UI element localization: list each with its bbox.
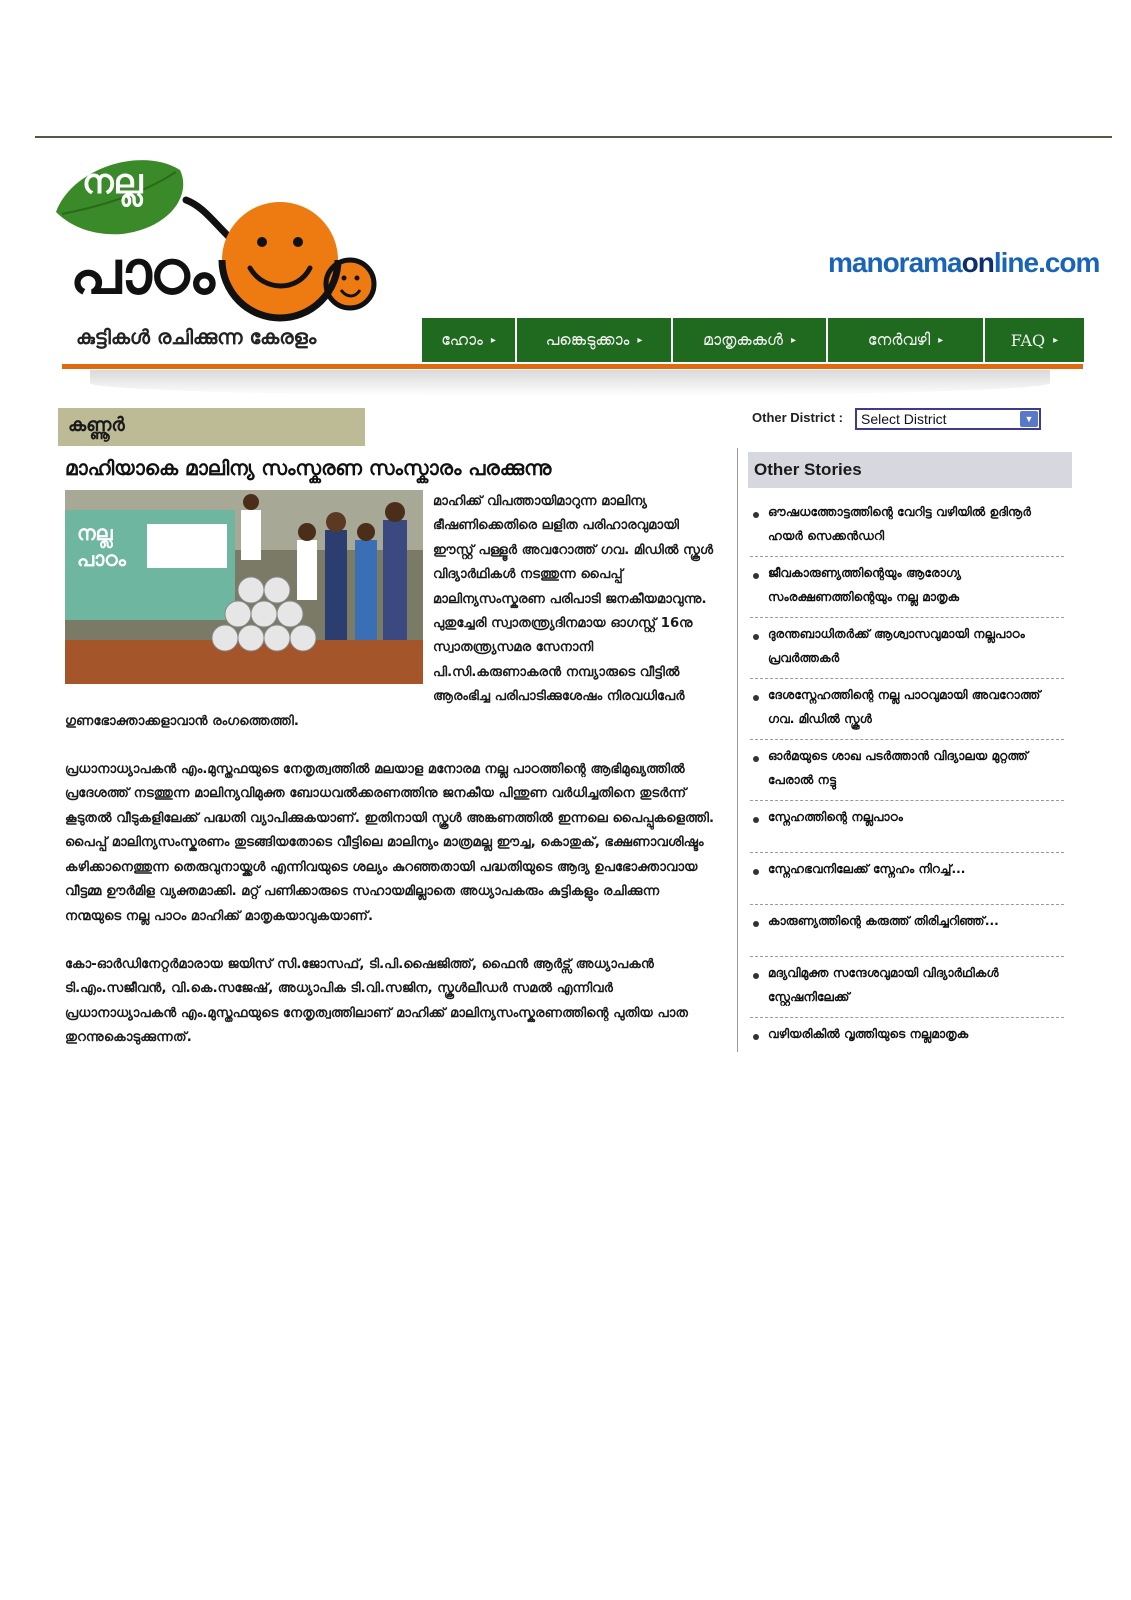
bullet-icon: [753, 573, 759, 579]
nav-models-label: മാതൃകകൾ: [702, 330, 783, 349]
story-link[interactable]: [750, 679, 1064, 740]
story-title: ജീവകാരുണ്യത്തിന്റെയും ആരോഗ്യ സംരക്ഷണത്തിന്റെയും നല്ല മാതൃക: [768, 566, 962, 604]
nav-home-label: ഹോം: [441, 330, 483, 349]
brand-part-line: line.com: [993, 247, 1100, 278]
district-select-value: Select District: [861, 411, 947, 427]
article-paragraph-2: പ്രധാനാധ്യാപകൻ എം.മുസ്തഫയുടെ നേതൃത്വത്തിൽ മലയാള മനോരമ നല്ല പാഠത്തിന്റെ ആഭിമുഖ്യത്തിൽ പ്രദേശത്ത് നടത്തുന്ന മാലിന്യവിമുക്ത ബോധവൽക്കരണത്തിനു ജനകീയ പിന്തുണ വർധിച്ചതിനെ തുടർന്ന് കൂടുതൽ വീടുകളിലേക്ക് പദ്ധതി വ്യാപിക്കുകയാണ്. ഇതിനായി സ്കൂൾ അങ്കണത്തിൽ ഇന്നലെ പൈപ്പുകളെത്തി. പൈപ്പ് മാലിന്യസംസ്കരണം തുടങ്ങിയതോടെ വീട്ടിലെ മാലിന്യം മാത്രമല്ല ഈച്ച, കൊതുക്, ഭക്ഷണാവശിഷ്ടം കഴിക്കാനെത്തുന്ന തെരുവുനായ്ക്കൾ എന്നിവയുടെ ശല്യം കുറഞ്ഞതായി പദ്ധതിയുടെ ആദ്യ ഉപഭോക്താവായ വീട്ടമ്മ ഊർമിള വ്യക്തമാക്കി. മറ്റ് പണിക്കാരുടെ സഹായമില്ലാതെ അധ്യാപകരും കുട്ടികളും രചിക്കുന്ന നന്മയുടെ നല്ല പാഠം മാഹിക്ക് മാതൃകയാവുകയാണ്.: [65, 762, 715, 924]
logo-tagline: കുട്ടികൾ രചിക്കുന്ന കേരളം: [76, 325, 317, 349]
story-title: സ്നേഹഭവനിലേക്ക് സ്നേഹം നിറച്ച്...: [768, 862, 966, 876]
nav-underline: [62, 364, 1083, 369]
story-link[interactable]: [750, 740, 1064, 801]
bullet-icon: [753, 695, 759, 701]
manoramaonline-brand[interactable]: [828, 247, 1099, 279]
nav-nervazhi-label: നേർവഴി: [867, 330, 931, 349]
article-title: മാഹിയാകെ മാലിന്യ സംസ്കരണ സംസ്കാരം പരക്കുന്നു: [65, 456, 552, 480]
nav-participate[interactable]: [517, 318, 673, 362]
nav-models[interactable]: [673, 318, 828, 362]
bullet-icon: [753, 634, 759, 640]
nav-faq-label: FAQ: [1010, 330, 1046, 350]
nav-participate-label: പങ്കെടുക്കാം: [545, 330, 630, 349]
story-title: ദേശസ്നേഹത്തിന്റെ നല്ല പാഠവുമായി അവറോത്ത് ഗവ. മിഡിൽ സ്കൂൾ: [768, 688, 1041, 726]
story-title: വഴിയരികിൽ വൃത്തിയുടെ നല്ലമാതൃക: [768, 1027, 969, 1041]
story-link[interactable]: [750, 1018, 1064, 1070]
story-link[interactable]: [750, 957, 1064, 1018]
nav-arrow-icon: ▸: [1053, 334, 1059, 346]
logo-word-nalla: നല്ല: [82, 162, 143, 202]
story-link[interactable]: [750, 853, 1064, 905]
district-select[interactable]: [855, 408, 1041, 430]
nav-arrow-icon: ▸: [637, 334, 643, 346]
article-paragraph-1: മാഹിക്ക് വിപത്തായിമാറുന്ന മാലിന്യ ഭീഷണിക്കെതിരെ ലളിത പരിഹാരവുമായി ഈസ്റ്റ് പള്ളൂർ അവറോത്ത് ഗവ. മിഡിൽ സ്കൂൾ വിദ്യാർഥികൾ നടത്തുന്ന പൈപ്പ് മാലിന്യസംസ്കരണ പരിപാടി ജനകീയമാവുന്നു. പുതുച്ചേരി സ്വാതന്ത്ര്യദിനമായ ഓഗസ്റ്റ് 16നു സ്വാതന്ത്ര്യസമര സേനാനി പി.സി.കരുണാകരൻ നമ്പ്യാരുടെ വീട്ടിൽ ആരംഭിച്ച പരിപാടിക്കുശേഷം നിരവധിപേർ ഗുണഭോക്താക്കളാവാൻ രംഗത്തെത്തി.: [65, 494, 714, 729]
bullet-icon: [753, 869, 759, 875]
photo-spacer: [65, 490, 433, 702]
nav-nervazhi[interactable]: [828, 318, 985, 362]
article-paragraph-3: കോ-ഓർഡിനേറ്റർമാരായ ജയിസ് സി.ജോസഫ്, ടി.പി.ഷൈജിത്ത്, ഫൈൻ ആർട്സ് അധ്യാപകൻ ടി.എം.സജീവൻ, വി.കെ.സജേഷ്, അധ്യാപിക ടി.വി.സജിന, സ്കൂൾലീഡർ സമൽ എന്നിവർ പ്രധാനാധ്യാപകൻ എം.മുസ്തഫയുടെ നേതൃത്വത്തിലാണ് മാഹിക്ക് മാലിന്യസംസ്കരണത്തിന്റെ പുതിയ പാത തുറന്നുകൊടുക്കുന്നത്.: [65, 956, 689, 1046]
nav-shadow: [90, 370, 1050, 396]
article-body: [65, 490, 717, 1075]
story-link[interactable]: [750, 496, 1064, 557]
nav-home[interactable]: [422, 318, 517, 362]
bullet-icon: [753, 756, 759, 762]
story-link[interactable]: [750, 905, 1064, 957]
main-nav: [422, 318, 1084, 362]
nav-arrow-icon: ▸: [938, 334, 944, 346]
nav-faq[interactable]: [985, 318, 1084, 362]
bullet-icon: [753, 1034, 759, 1040]
other-stories-list: [750, 496, 1064, 1070]
other-stories-header: Other Stories: [748, 452, 1072, 488]
story-title: ഔഷധത്തോട്ടത്തിന്റെ വേറിട്ട വഴിയിൽ ഉദിനൂർ ഹയർ സെക്കൻഡറി: [768, 505, 1032, 543]
story-title: സ്നേഹത്തിന്റെ നല്ലപാഠം: [768, 810, 903, 824]
photo-banner-logo: നല്ല പാഠം: [77, 521, 126, 571]
nav-arrow-icon: ▸: [790, 334, 796, 346]
story-link[interactable]: [750, 618, 1064, 679]
top-rule: [35, 136, 1112, 138]
story-title: കാരുണ്യത്തിന്റെ കരുത്ത് തിരിച്ചറിഞ്ഞ്...: [768, 914, 999, 928]
chevron-down-icon[interactable]: ▼: [1020, 411, 1038, 427]
bullet-icon: [753, 817, 759, 823]
story-link[interactable]: [750, 801, 1064, 853]
district-tab: കണ്ണൂർ: [58, 408, 365, 446]
column-divider: [737, 448, 738, 1052]
bullet-icon: [753, 512, 759, 518]
story-title: മദ്യവിമുക്ത സന്ദേശവുമായി വിദ്യാർഥികൾ സ്റ്റേഷനിലേക്ക്: [768, 966, 999, 1004]
story-title: ദുരന്തബാധിതർക്ക് ആശ്വാസവുമായി നല്ലപാഠം പ്രവർത്തകർ: [768, 627, 1025, 665]
bullet-icon: [753, 921, 759, 927]
other-district-label: Other District :: [752, 410, 844, 425]
story-title: ഓർമയുടെ ശാഖ പടർത്താൻ വിദ്യാലയ മുറ്റത്ത് പേരാൽ നട്ടു: [768, 749, 1029, 787]
brand-part-manorama: manorama: [828, 247, 962, 278]
nav-arrow-icon: ▸: [490, 334, 496, 346]
logo-word-padam: പാഠം: [70, 238, 213, 308]
bullet-icon: [753, 973, 759, 979]
story-link[interactable]: [750, 557, 1064, 618]
brand-part-on: on: [961, 247, 994, 278]
